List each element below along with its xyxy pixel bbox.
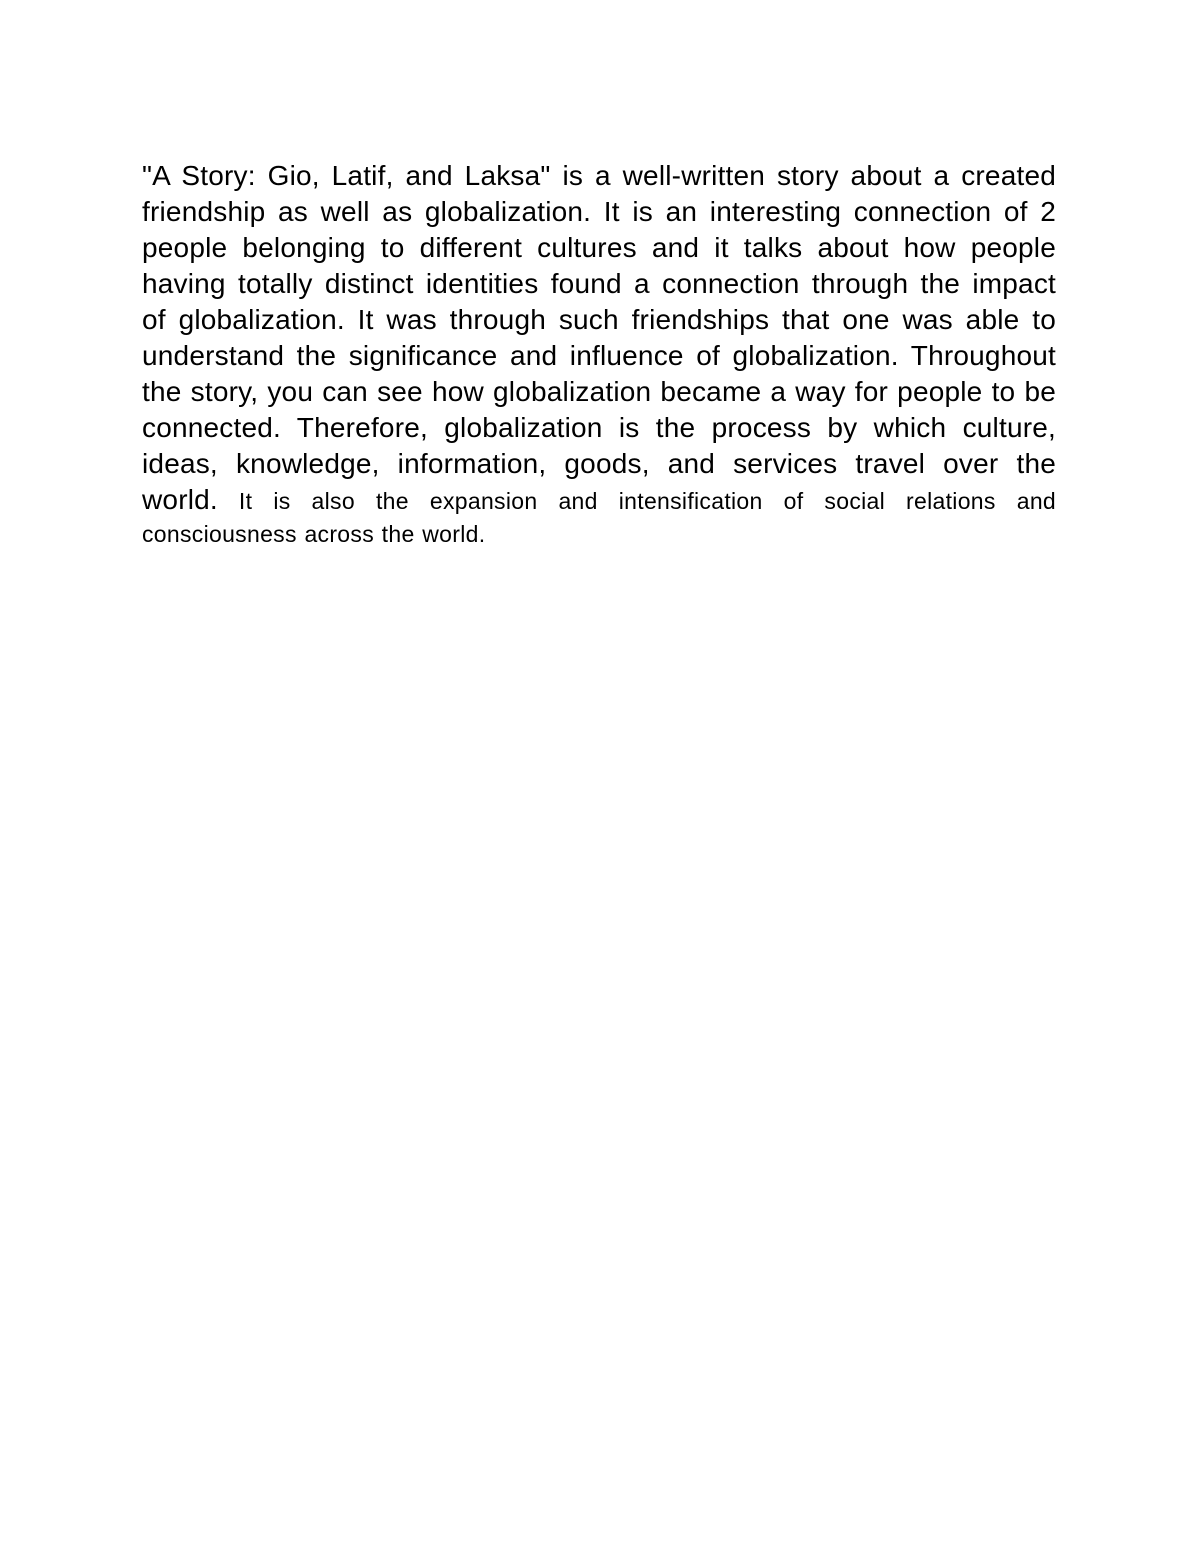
paragraph-tail-text: It is also the expansion and intensification of social relations and consciousness across the world. [142,488,1056,547]
paragraph-main-text: "A Story: Gio, Latif, and Laksa" is a well-written story about a created friendship as well as globalization. It is an interesting connection of 2 people belonging to different cultures and it talks about how people having totally distinct identities found a connection through the impact of globalization. It was through such friendships that one was able to understand the significance and influence of globalization. Throughout the story, you can see how globalization became a way for people to be connected. Therefore, globalization is the process by which culture, ideas, knowledge, information, goods, and services travel over the world. [142,160,1056,515]
body-paragraph [142,158,1056,550]
